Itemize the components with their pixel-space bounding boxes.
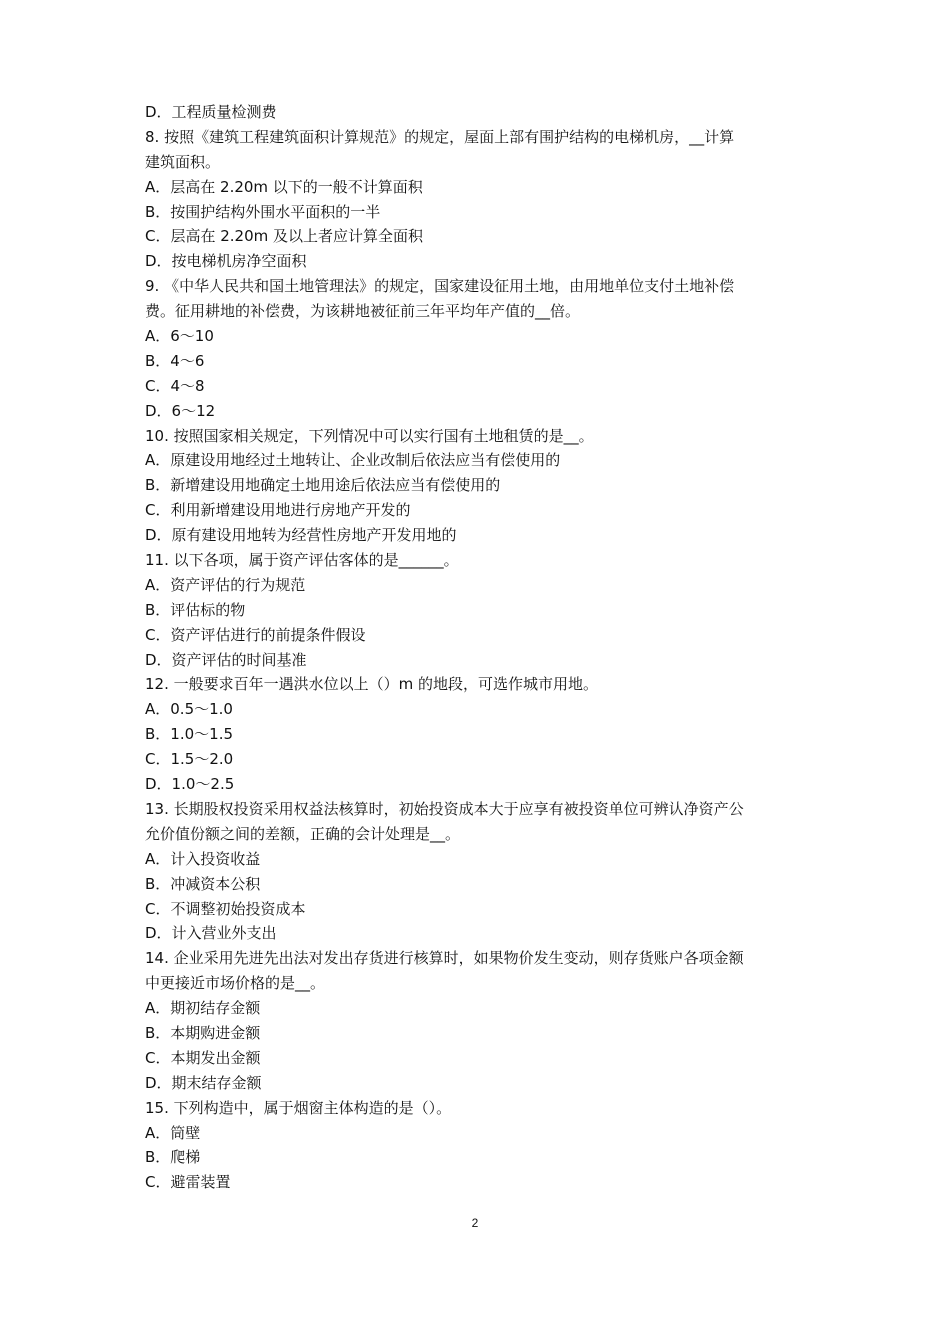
leading-option: D．工程质量检测费 [145,103,277,121]
question-stem: 14. 企业采用先进先出法对发出存货进行核算时，如果物价发生变动，则存货账户各项金额 [145,949,744,968]
question-13 [145,797,815,946]
option-d: D．原有建设用地转为经营性房地产开发用地的 [145,526,457,545]
option-d: D．6～12 [145,401,216,420]
option-c: C．层高在 2.20m 及以上者应计算全面积 [145,227,424,246]
question-14 [145,946,815,1095]
option-a: A．6～10 [145,327,214,346]
option-b: B．冲减资本公积 [145,874,261,893]
option-a: A．0.5～1.0 [145,700,233,719]
question-10 [145,424,815,548]
option-a: A．计入投资收益 [145,849,261,868]
option-c: C．不调整初始投资成本 [145,899,306,918]
option-b: B．4～6 [145,351,205,370]
question-stem: 允价值份额之间的差额，正确的会计处理是__。 [145,824,461,843]
question-11 [145,548,815,672]
option-a: A．原建设用地经过土地转让、企业改制后依法应当有偿使用的 [145,451,561,470]
option-b: B．爬梯 [145,1148,201,1167]
option-d: D．期末结存金额 [145,1073,262,1092]
option-d: D．计入营业外支出 [145,924,277,943]
question-8 [145,125,815,274]
question-stem: 15. 下列构造中，属于烟窗主体构造的是（）。 [145,1098,452,1117]
question-stem: 9. 《中华人民共和国土地管理法》的规定，国家建设征用土地，由用地单位支付土地补偿 [145,277,735,296]
question-stem: 建筑面积。 [145,152,221,171]
question-15 [145,1096,815,1196]
question-stem: 11. 以下各项，属于资产评估客体的是______。 [145,551,459,570]
option-d: D．资产评估的时间基准 [145,650,307,669]
option-a: A．层高在 2.20m 以下的一般不计算面积 [145,177,423,196]
page-number: 2 [471,1216,479,1230]
option-d: D．1.0～2.5 [145,775,235,794]
option-a: A．期初结存金额 [145,999,261,1018]
question-stem: 12. 一般要求百年一遇洪水位以上（）m 的地段，可选作城市用地。 [145,675,599,694]
option-c: C．本期发出金额 [145,1048,261,1067]
question-9 [145,274,815,423]
question-stem: 中更接近市场价格的是__。 [145,974,326,993]
option-b: B．按围护结构外围水平面积的一半 [145,202,381,221]
option-b: B．本期购进金额 [145,1023,261,1042]
option-b: B．评估标的物 [145,600,246,619]
question-12 [145,672,815,796]
question-list [145,100,815,1195]
option-b: B．1.0～1.5 [145,725,234,744]
option-c: C．4～8 [145,376,205,395]
question-stem: 10. 按照国家相关规定，下列情况中可以实行国有土地租赁的是__。 [145,426,594,445]
question-stem: 费。征用耕地的补偿费，为该耕地被征前三年平均年产值的__倍。 [145,302,581,321]
option-c: C．资产评估进行的前提条件假设 [145,625,366,644]
question-stem: 13. 长期股权投资采用权益法核算时，初始投资成本大于应享有被投资单位可辨认净资产公 [145,799,744,818]
option-a: A．筒壁 [145,1123,201,1142]
option-d: D．按电梯机房净空面积 [145,252,307,271]
option-c: C．避雷装置 [145,1173,231,1192]
option-a: A．资产评估的行为规范 [145,575,306,594]
question-stem: 8. 按照《建筑工程建筑面积计算规范》的规定，屋面上部有围护结构的电梯机房，__计算 [145,127,735,146]
option-c: C．1.5～2.0 [145,750,234,769]
option-c: C．利用新增建设用地进行房地产开发的 [145,501,411,520]
option-b: B．新增建设用地确定土地用途后依法应当有偿使用的 [145,476,501,495]
